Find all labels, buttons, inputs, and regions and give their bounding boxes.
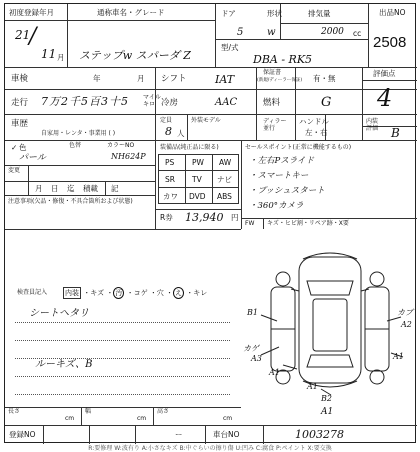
aircon-value: AAC: [215, 97, 238, 108]
displacement-unit: cc: [353, 29, 362, 38]
reg-no-dash: ー: [175, 430, 183, 439]
color-change-label: 色替: [69, 142, 82, 149]
inspector-opt-e: え: [175, 289, 183, 297]
equip-pw: PW: [192, 158, 204, 167]
mileage-value: 7万2千5百3十5: [41, 95, 129, 108]
legend-footer: R:要修理 W:波有り A:小さなキズ B:中ぐらいの擦り傷 U:凹み C:腐食 P:ペイント X:要交換: [88, 445, 332, 452]
exhibit-no: 2508: [373, 34, 407, 51]
chassis-value: 1003278: [295, 428, 344, 441]
inspector-line-1: シートヘタリ: [29, 308, 89, 319]
mileage-label: 走行: [11, 98, 29, 108]
change-load: 積載: [83, 184, 98, 193]
inspector-opt-scratch: キズ: [90, 289, 105, 297]
color-no-value: NH624P: [111, 152, 146, 161]
wheel-front-right: [370, 272, 384, 286]
shaken-year-unit: 年: [93, 74, 101, 83]
equip-navi: ナビ: [217, 175, 232, 184]
inspector-options: 内装 ・キズ ・ 汚 ・コゲ ・穴 ・ え ・キレ: [65, 289, 208, 297]
type-value: DBA - RK5: [253, 53, 313, 66]
door-value: 5: [237, 27, 244, 38]
color-label: 色: [19, 143, 27, 152]
warranty-options: 有・無: [313, 74, 336, 83]
first-reg-month-unit: 月: [57, 53, 65, 62]
type-label: 型/式: [221, 43, 239, 52]
handle-options: 左・右: [305, 128, 328, 137]
first-reg-month: 11: [41, 47, 57, 61]
change-record: 記: [111, 184, 119, 193]
capacity-label: 定員: [160, 117, 173, 124]
color-value: パール: [19, 153, 46, 163]
equip-leather: カワ: [163, 192, 178, 201]
height-unit: cm: [223, 415, 233, 422]
remarks-label: 注意事項(欠品・修復・不具合箇所および状態): [8, 198, 133, 205]
change-until: 迄: [67, 184, 75, 193]
interior-label: 内装 評価: [366, 118, 379, 133]
equip-abs: ABS: [217, 192, 232, 201]
rear-window: [307, 355, 353, 367]
capacity-value: 8: [165, 125, 172, 138]
width-unit: cm: [137, 415, 147, 422]
mark-kage: カゲ: [243, 344, 259, 353]
length-unit: cm: [65, 415, 75, 422]
inspector-opt-hole: 穴: [156, 289, 164, 297]
selling-points-label: セールスポイント(正常に機能するもの): [245, 144, 352, 151]
mark-b2: B2: [321, 394, 332, 403]
change-day: 日: [51, 184, 59, 193]
fw-label: FW: [245, 220, 255, 227]
dealer-label: ディラー 並行: [263, 118, 287, 133]
aircon-label: 冷房: [161, 98, 179, 108]
shaken-month-unit: 月: [137, 74, 145, 83]
equip-dvd: DVD: [189, 192, 206, 201]
reg-no-label: 登録NO: [9, 430, 36, 439]
wheel-front-left: [276, 272, 290, 286]
color-no-label: カラーNO: [107, 142, 135, 149]
first-reg-slash: /: [29, 24, 37, 49]
history-sub: 自家用・レンタ・事業用 ( ): [41, 130, 116, 137]
history-label: 車歴: [11, 119, 29, 129]
change-month: 月: [35, 184, 43, 193]
shift-value: IAT: [215, 73, 235, 86]
equip-tv: TV: [192, 175, 202, 184]
displacement-label: 排気量: [308, 9, 331, 18]
r-ticket-value: 13,940: [185, 211, 224, 224]
fuel-label: 燃料: [263, 98, 281, 108]
inspector-line-3: ルーキズ、B: [35, 359, 93, 370]
score-value: 4: [377, 84, 393, 112]
shift-label: シフト: [161, 74, 187, 84]
model-grade-value: ステップw スパーダ Z: [79, 49, 191, 62]
capacity-unit: 人: [177, 129, 185, 138]
color-check-icon: ✓: [11, 143, 18, 152]
change-label: 変更: [8, 167, 21, 174]
roof: [313, 299, 347, 351]
windshield: [307, 281, 353, 295]
width-label: 幅: [85, 408, 92, 415]
r-ticket-unit: 円: [231, 213, 239, 222]
r-ticket-label: R券: [160, 213, 173, 222]
ext-color-label: 外装モデル: [191, 117, 221, 124]
selling-point-3: ・プッシュスタート: [249, 186, 325, 196]
score-label: 評価点: [373, 69, 396, 78]
warranty-label: 保証書: [263, 69, 282, 76]
mark-a3: A3: [251, 354, 262, 363]
mark-b1: B1: [247, 308, 258, 317]
mileage-unit: マイル キロ: [143, 94, 161, 108]
wheel-rear-right: [370, 370, 384, 384]
inspector-opt-tear: キレ: [193, 289, 208, 297]
mark-a1-bottom: A1: [321, 407, 334, 417]
selling-point-1: ・左右Pスライド: [249, 156, 314, 166]
inspector-opt-dirt: 汚: [115, 289, 123, 297]
shape-label: 形状: [267, 9, 282, 18]
equip-aw: AW: [219, 158, 232, 167]
height-label: 高さ: [157, 408, 170, 415]
mark-a1-rear: A1: [307, 382, 318, 391]
inspector-label: 検査員記入: [17, 289, 48, 296]
length-label: 長さ: [8, 408, 21, 415]
equip-ps: PS: [165, 158, 175, 167]
front-bumper: [303, 253, 357, 259]
selling-point-4: ・360°カメラ: [249, 201, 304, 211]
exhibit-no-label: 出品NO: [379, 8, 406, 17]
handle-label: ハンドル: [299, 117, 329, 126]
mark-kabu: カブ: [397, 308, 413, 317]
warranty-sub: (新規/ディーラー保証): [257, 78, 303, 83]
auction-sheet: [4, 3, 416, 443]
displacement-value: 2000: [321, 27, 344, 37]
shape-value: w: [267, 27, 276, 38]
first-reg-label: 初度登録年月: [9, 8, 54, 17]
interior-value: B: [391, 126, 400, 140]
selling-point-2: ・スマートキー: [249, 171, 309, 181]
model-grade-label: 通称車名・グレード: [97, 8, 165, 17]
first-reg-year: 21: [15, 28, 31, 42]
inspector-opt-interior: 内装: [65, 289, 79, 297]
chassis-label: 車台NO: [213, 430, 240, 439]
shaken-label: 車検: [11, 74, 29, 84]
car-damage-diagram: [241, 229, 417, 407]
door-label: ドア: [221, 9, 236, 18]
inspector-opt-burn: コゲ: [133, 289, 148, 297]
mark-a2: A2: [401, 320, 412, 329]
mark-a1-left: A1: [269, 368, 280, 377]
fw-options: キズ・ヒビ割・リペア跡・X要: [267, 220, 349, 227]
equipment-label: 装備品(純正品に限る): [160, 144, 219, 151]
mark-a1-right: A1: [393, 352, 404, 361]
equip-sr: SR: [165, 175, 175, 184]
fuel-value: G: [321, 95, 332, 110]
